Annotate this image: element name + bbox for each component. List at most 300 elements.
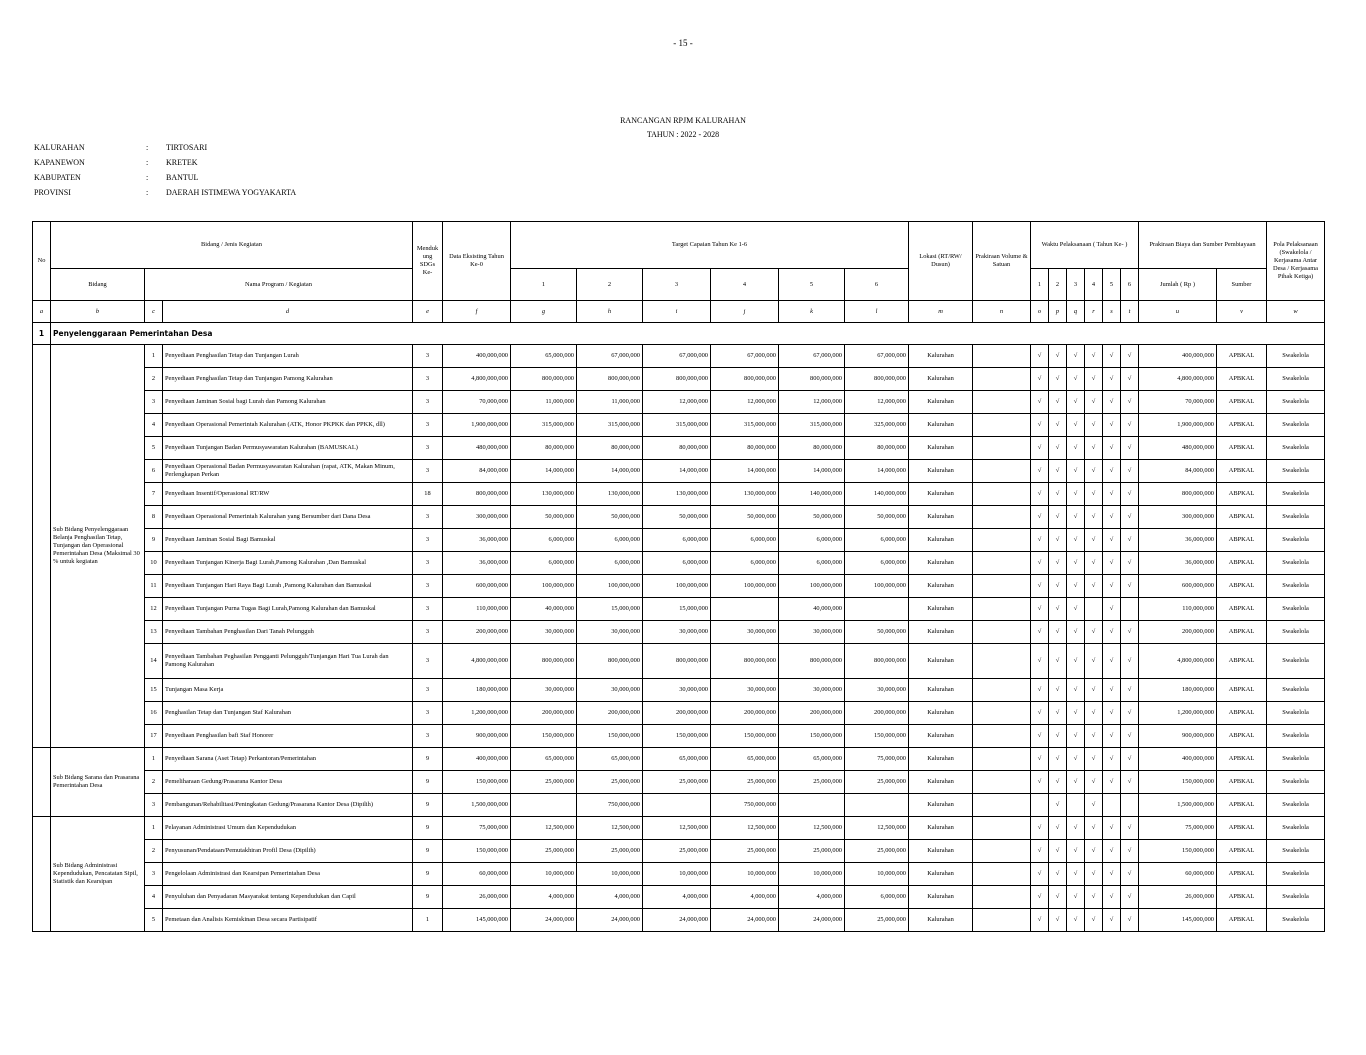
waktu-check-cell: [1049, 725, 1067, 748]
waktu-check-cell: [1103, 414, 1121, 437]
target-cell: 150,000,000: [779, 725, 845, 748]
jumlah-cell: 75,000,000: [1139, 817, 1217, 840]
target-cell: [711, 598, 779, 621]
waktu-check-cell: [1121, 771, 1139, 794]
check-icon: √: [1109, 605, 1114, 612]
check-icon: √: [1127, 870, 1132, 877]
target-cell: 12,000,000: [643, 391, 711, 414]
waktu-check-cell: [1067, 644, 1085, 679]
sdgs-cell: 3: [413, 506, 443, 529]
check-icon: √: [1091, 847, 1096, 854]
check-icon: √: [1091, 824, 1096, 831]
check-icon: √: [1037, 536, 1042, 543]
pola-cell: Swakelola: [1267, 840, 1325, 863]
waktu-check-cell: [1121, 748, 1139, 771]
target-cell: 50,000,000: [511, 506, 577, 529]
waktu-check-cell: [1121, 506, 1139, 529]
waktu-check-cell: [1049, 575, 1067, 598]
waktu-check-cell: [1103, 460, 1121, 483]
waktu-check-cell: [1067, 794, 1085, 817]
check-icon: √: [1109, 870, 1114, 877]
column-letter: n: [973, 301, 1031, 323]
target-cell: 130,000,000: [577, 483, 643, 506]
program-name: Penyediaan Tambahan Peghasilan Pengganti Pelungguh/Tunjangan Hari Tua Lurah dan Pamong Kalurahan: [163, 644, 413, 679]
waktu-check-cell: [1103, 483, 1121, 506]
target-cell: 11,000,000: [511, 391, 577, 414]
lokasi-cell: Kalurahan: [909, 886, 973, 909]
target-cell: 25,000,000: [511, 840, 577, 863]
data-eksisting-cell: 800,000,000: [443, 483, 511, 506]
waktu-check-cell: [1031, 679, 1049, 702]
target-cell: [845, 794, 909, 817]
check-icon: √: [1109, 444, 1114, 451]
sumber-cell: APBKAL: [1217, 840, 1267, 863]
meta-value: DAERAH ISTIMEWA YOGYAKARTA: [166, 188, 297, 197]
section-title: Penyelenggaraan Pemerintahan Desa: [51, 323, 1325, 345]
jumlah-cell: 36,000,000: [1139, 529, 1217, 552]
target-cell: 30,000,000: [643, 621, 711, 644]
column-letter: j: [711, 301, 779, 323]
waktu-check-cell: [1085, 794, 1103, 817]
waktu-check-cell: [1067, 552, 1085, 575]
waktu-check-cell: [1067, 529, 1085, 552]
waktu-check-cell: [1085, 437, 1103, 460]
lokasi-cell: Kalurahan: [909, 621, 973, 644]
check-icon: √: [1037, 755, 1042, 762]
row-number: 16: [145, 702, 163, 725]
check-icon: √: [1109, 755, 1114, 762]
target-cell: 30,000,000: [577, 621, 643, 644]
waktu-check-cell: [1031, 437, 1049, 460]
waktu-check-cell: [1067, 598, 1085, 621]
sdgs-cell: 3: [413, 368, 443, 391]
volume-cell: [973, 679, 1031, 702]
target-cell: 315,000,000: [577, 414, 643, 437]
target-cell: 30,000,000: [711, 679, 779, 702]
program-name: Penyediaan Operasional Badan Permusyawaratan Kalurahan (rapat, ATK, Makan Minum, Perlengkapan Perkan: [163, 460, 413, 483]
target-cell: 67,000,000: [577, 345, 643, 368]
check-icon: √: [1073, 513, 1078, 520]
sumber-cell: APBKAL: [1217, 886, 1267, 909]
header-target: Target Capaian Tahun Ke 1-6: [511, 222, 909, 269]
volume-cell: [973, 702, 1031, 725]
volume-cell: [973, 368, 1031, 391]
check-icon: √: [1109, 916, 1114, 923]
location-meta: [34, 143, 296, 203]
jumlah-cell: 60,000,000: [1139, 863, 1217, 886]
target-cell: 24,000,000: [643, 909, 711, 932]
row-number: 5: [145, 909, 163, 932]
target-cell: 150,000,000: [577, 725, 643, 748]
check-icon: √: [1037, 398, 1042, 405]
check-icon: √: [1109, 352, 1114, 359]
waktu-check-cell: [1085, 817, 1103, 840]
data-eksisting-cell: 150,000,000: [443, 840, 511, 863]
check-icon: √: [1055, 490, 1060, 497]
waktu-check-cell: [1049, 460, 1067, 483]
check-icon: √: [1055, 467, 1060, 474]
program-name: Penyusunan/Pendataan/Pemutakhiran Profil Desa (Dipilih): [163, 840, 413, 863]
sdgs-cell: 3: [413, 414, 443, 437]
volume-cell: [973, 437, 1031, 460]
check-icon: √: [1073, 686, 1078, 693]
volume-cell: [973, 529, 1031, 552]
waktu-check-cell: [1121, 529, 1139, 552]
check-icon: √: [1091, 444, 1096, 451]
target-cell: 130,000,000: [643, 483, 711, 506]
waktu-check-cell: [1121, 552, 1139, 575]
check-icon: √: [1055, 916, 1060, 923]
check-icon: √: [1127, 755, 1132, 762]
waktu-check-cell: [1031, 368, 1049, 391]
check-icon: √: [1055, 536, 1060, 543]
target-cell: 14,000,000: [643, 460, 711, 483]
check-icon: √: [1109, 490, 1114, 497]
header-year: 4: [711, 269, 779, 301]
jumlah-cell: 900,000,000: [1139, 725, 1217, 748]
data-eksisting-cell: 60,000,000: [443, 863, 511, 886]
program-name: Penyediaan Operasional Pemerintah Kalurahan (ATK, Honor PKPKK dan PPKK, dll): [163, 414, 413, 437]
program-name: Penyediaan Jaminan Sosial Bagi Bamuskal: [163, 529, 413, 552]
waktu-check-cell: [1049, 483, 1067, 506]
target-cell: 14,000,000: [711, 460, 779, 483]
sdgs-cell: 3: [413, 391, 443, 414]
row-number: 1: [145, 345, 163, 368]
table-row: [33, 909, 1325, 932]
check-icon: √: [1127, 628, 1132, 635]
lokasi-cell: Kalurahan: [909, 840, 973, 863]
jumlah-cell: 1,900,000,000: [1139, 414, 1217, 437]
check-icon: √: [1127, 582, 1132, 589]
check-icon: √: [1109, 709, 1114, 716]
target-cell: 4,000,000: [511, 886, 577, 909]
lokasi-cell: Kalurahan: [909, 506, 973, 529]
sumber-cell: APBKAL: [1217, 794, 1267, 817]
waktu-check-cell: [1031, 702, 1049, 725]
target-cell: 25,000,000: [845, 840, 909, 863]
meta-row: [34, 158, 296, 173]
sumber-cell: ABPKAL: [1217, 552, 1267, 575]
check-icon: √: [1109, 559, 1114, 566]
target-cell: 6,000,000: [779, 529, 845, 552]
sumber-cell: ABPKAL: [1217, 483, 1267, 506]
check-icon: √: [1055, 559, 1060, 566]
check-icon: √: [1127, 916, 1132, 923]
target-cell: 6,000,000: [643, 552, 711, 575]
waktu-check-cell: [1031, 345, 1049, 368]
check-icon: √: [1073, 375, 1078, 382]
data-eksisting-cell: 36,000,000: [443, 529, 511, 552]
check-icon: √: [1109, 375, 1114, 382]
waktu-check-cell: [1103, 552, 1121, 575]
data-eksisting-cell: 300,000,000: [443, 506, 511, 529]
check-icon: √: [1091, 536, 1096, 543]
pola-cell: Swakelola: [1267, 863, 1325, 886]
target-cell: 65,000,000: [511, 748, 577, 771]
target-cell: 80,000,000: [511, 437, 577, 460]
check-icon: √: [1091, 582, 1096, 589]
pola-cell: Swakelola: [1267, 460, 1325, 483]
table-row: [33, 598, 1325, 621]
lokasi-cell: Kalurahan: [909, 748, 973, 771]
no-cell: [33, 817, 51, 932]
check-icon: √: [1091, 559, 1096, 566]
meta-colon: :: [146, 188, 149, 197]
waktu-check-cell: [1085, 368, 1103, 391]
waktu-check-cell: [1121, 391, 1139, 414]
check-icon: √: [1055, 778, 1060, 785]
header-biaya: Prakiraan Biaya dan Sumber Pembiayaan: [1139, 222, 1267, 269]
data-eksisting-cell: 150,000,000: [443, 771, 511, 794]
target-cell: 50,000,000: [845, 506, 909, 529]
waktu-check-cell: [1121, 414, 1139, 437]
sdgs-cell: 3: [413, 702, 443, 725]
target-cell: 800,000,000: [711, 368, 779, 391]
waktu-check-cell: [1103, 621, 1121, 644]
check-icon: √: [1091, 398, 1096, 405]
volume-cell: [973, 552, 1031, 575]
target-cell: 25,000,000: [845, 771, 909, 794]
target-cell: 15,000,000: [577, 598, 643, 621]
data-eksisting-cell: 70,000,000: [443, 391, 511, 414]
waktu-check-cell: [1121, 840, 1139, 863]
sumber-cell: APBKAL: [1217, 391, 1267, 414]
column-letter-row: [33, 301, 1325, 323]
program-name: Pemeliharaan Gedung/Prasarana Kantor Desa: [163, 771, 413, 794]
target-cell: 30,000,000: [779, 621, 845, 644]
waktu-check-cell: [1085, 552, 1103, 575]
program-name: Penyediaan Penghasilan bafi Staf Honorer: [163, 725, 413, 748]
waktu-check-cell: [1067, 483, 1085, 506]
column-letter: w: [1267, 301, 1325, 323]
lokasi-cell: Kalurahan: [909, 598, 973, 621]
table-row: [33, 702, 1325, 725]
program-name: Pembangunan/Rehabilitasi/Peningkatan Gedung/Prasarana Kantor Desa (Dipilih): [163, 794, 413, 817]
header-pola: Pola Pelaksanaan (Swakelola / Kerjasama Antar Desa / Kerjasama Pihak Ketiga): [1267, 222, 1325, 301]
target-cell: 6,000,000: [577, 529, 643, 552]
jumlah-cell: 400,000,000: [1139, 748, 1217, 771]
jumlah-cell: 4,800,000,000: [1139, 368, 1217, 391]
sdgs-cell: 3: [413, 345, 443, 368]
check-icon: √: [1127, 513, 1132, 520]
check-icon: √: [1073, 778, 1078, 785]
row-number: 2: [145, 771, 163, 794]
check-icon: √: [1127, 375, 1132, 382]
data-eksisting-cell: 75,000,000: [443, 817, 511, 840]
target-cell: 40,000,000: [779, 598, 845, 621]
check-icon: √: [1127, 686, 1132, 693]
waktu-check-cell: [1049, 702, 1067, 725]
waktu-check-cell: [1031, 863, 1049, 886]
target-cell: 200,000,000: [779, 702, 845, 725]
row-number: 2: [145, 368, 163, 391]
check-icon: √: [1091, 657, 1096, 664]
waktu-check-cell: [1031, 460, 1049, 483]
waktu-check-cell: [1103, 644, 1121, 679]
jumlah-cell: 145,000,000: [1139, 909, 1217, 932]
table-row: [33, 575, 1325, 598]
waktu-check-cell: [1121, 702, 1139, 725]
waktu-check-cell: [1085, 886, 1103, 909]
waktu-check-cell: [1049, 345, 1067, 368]
waktu-check-cell: [1049, 679, 1067, 702]
target-cell: 150,000,000: [511, 725, 577, 748]
header-sumber: Sumber: [1217, 269, 1267, 301]
check-icon: √: [1109, 686, 1114, 693]
target-cell: 150,000,000: [711, 725, 779, 748]
target-cell: [643, 794, 711, 817]
row-number: 3: [145, 794, 163, 817]
target-cell: 75,000,000: [845, 748, 909, 771]
check-icon: √: [1037, 824, 1042, 831]
meta-value: TIRTOSARI: [166, 143, 208, 152]
table-row: [33, 840, 1325, 863]
header-waktu-year: 2: [1049, 269, 1067, 301]
check-icon: √: [1109, 778, 1114, 785]
waktu-check-cell: [1067, 368, 1085, 391]
lokasi-cell: Kalurahan: [909, 552, 973, 575]
program-name: Pemetaan dan Analisis Kemiskinan Desa secara Partisipatif: [163, 909, 413, 932]
check-icon: √: [1055, 398, 1060, 405]
check-icon: √: [1037, 467, 1042, 474]
target-cell: 40,000,000: [511, 598, 577, 621]
waktu-check-cell: [1085, 909, 1103, 932]
lokasi-cell: Kalurahan: [909, 644, 973, 679]
volume-cell: [973, 886, 1031, 909]
sdgs-cell: 3: [413, 644, 443, 679]
target-cell: 6,000,000: [779, 552, 845, 575]
check-icon: √: [1073, 657, 1078, 664]
sumber-cell: ABPKAL: [1217, 702, 1267, 725]
table-row: [33, 414, 1325, 437]
pola-cell: Swakelola: [1267, 437, 1325, 460]
waktu-check-cell: [1049, 771, 1067, 794]
program-name: Pelayanan Administrasi Umum dan Kependudukan: [163, 817, 413, 840]
target-cell: 750,000,000: [577, 794, 643, 817]
check-icon: √: [1109, 398, 1114, 405]
data-eksisting-cell: 1,500,000,000: [443, 794, 511, 817]
target-cell: 50,000,000: [577, 506, 643, 529]
waktu-check-cell: [1067, 621, 1085, 644]
pola-cell: Swakelola: [1267, 529, 1325, 552]
check-icon: √: [1055, 732, 1060, 739]
waktu-check-cell: [1031, 621, 1049, 644]
check-icon: √: [1127, 398, 1132, 405]
target-cell: 100,000,000: [779, 575, 845, 598]
pola-cell: Swakelola: [1267, 794, 1325, 817]
row-number: 2: [145, 840, 163, 863]
waktu-check-cell: [1049, 506, 1067, 529]
row-number: 13: [145, 621, 163, 644]
sumber-cell: ABPKAL: [1217, 506, 1267, 529]
target-cell: 30,000,000: [511, 621, 577, 644]
target-cell: 12,000,000: [711, 391, 779, 414]
check-icon: √: [1109, 421, 1114, 428]
target-cell: 140,000,000: [845, 483, 909, 506]
pola-cell: Swakelola: [1267, 621, 1325, 644]
check-icon: √: [1055, 657, 1060, 664]
data-eksisting-cell: 4,800,000,000: [443, 644, 511, 679]
volume-cell: [973, 460, 1031, 483]
check-icon: √: [1055, 375, 1060, 382]
data-eksisting-cell: 480,000,000: [443, 437, 511, 460]
waktu-check-cell: [1121, 368, 1139, 391]
sdgs-cell: 9: [413, 748, 443, 771]
target-cell: 30,000,000: [577, 679, 643, 702]
check-icon: √: [1073, 916, 1078, 923]
target-cell: 800,000,000: [845, 644, 909, 679]
table-row: [33, 817, 1325, 840]
waktu-check-cell: [1031, 725, 1049, 748]
check-icon: √: [1091, 916, 1096, 923]
check-icon: √: [1127, 536, 1132, 543]
data-eksisting-cell: 145,000,000: [443, 909, 511, 932]
sdgs-cell: 3: [413, 575, 443, 598]
check-icon: √: [1127, 778, 1132, 785]
program-name: Penyediaan Tunjangan Hari Raya Bagi Lurah ,Pamong Kalurahan dan Bamuskal: [163, 575, 413, 598]
check-icon: √: [1091, 755, 1096, 762]
row-number: 14: [145, 644, 163, 679]
waktu-check-cell: [1067, 886, 1085, 909]
waktu-check-cell: [1085, 644, 1103, 679]
meta-value: KRETEK: [166, 158, 198, 167]
target-cell: 25,000,000: [779, 840, 845, 863]
waktu-check-cell: [1085, 414, 1103, 437]
waktu-check-cell: [1067, 863, 1085, 886]
meta-value: BANTUL: [166, 173, 199, 182]
jumlah-cell: 400,000,000: [1139, 345, 1217, 368]
table-header: [33, 222, 1325, 323]
check-icon: √: [1127, 490, 1132, 497]
table-row: [33, 644, 1325, 679]
check-icon: √: [1109, 513, 1114, 520]
check-icon: √: [1091, 801, 1096, 808]
waktu-check-cell: [1031, 644, 1049, 679]
waktu-check-cell: [1085, 702, 1103, 725]
waktu-check-cell: [1067, 414, 1085, 437]
waktu-check-cell: [1067, 437, 1085, 460]
data-eksisting-cell: 200,000,000: [443, 621, 511, 644]
row-number: 3: [145, 863, 163, 886]
sumber-cell: APBKAL: [1217, 771, 1267, 794]
pola-cell: Swakelola: [1267, 414, 1325, 437]
check-icon: √: [1091, 893, 1096, 900]
waktu-check-cell: [1085, 748, 1103, 771]
data-eksisting-cell: 84,000,000: [443, 460, 511, 483]
volume-cell: [973, 863, 1031, 886]
sdgs-cell: 9: [413, 817, 443, 840]
jumlah-cell: 110,000,000: [1139, 598, 1217, 621]
target-cell: 200,000,000: [711, 702, 779, 725]
check-icon: √: [1055, 513, 1060, 520]
column-letter: v: [1217, 301, 1267, 323]
waktu-check-cell: [1103, 817, 1121, 840]
check-icon: √: [1127, 709, 1132, 716]
table-row: [33, 725, 1325, 748]
column-letter: i: [643, 301, 711, 323]
volume-cell: [973, 598, 1031, 621]
sumber-cell: ABPKAL: [1217, 679, 1267, 702]
target-cell: 12,500,000: [711, 817, 779, 840]
header-jumlah: Jumlah ( Rp ): [1139, 269, 1217, 301]
check-icon: √: [1037, 559, 1042, 566]
table-row: [33, 771, 1325, 794]
lokasi-cell: Kalurahan: [909, 460, 973, 483]
check-icon: √: [1055, 444, 1060, 451]
program-name: Penyediaan Insentif/Operasional RT/RW: [163, 483, 413, 506]
target-cell: 65,000,000: [711, 748, 779, 771]
check-icon: √: [1073, 536, 1078, 543]
